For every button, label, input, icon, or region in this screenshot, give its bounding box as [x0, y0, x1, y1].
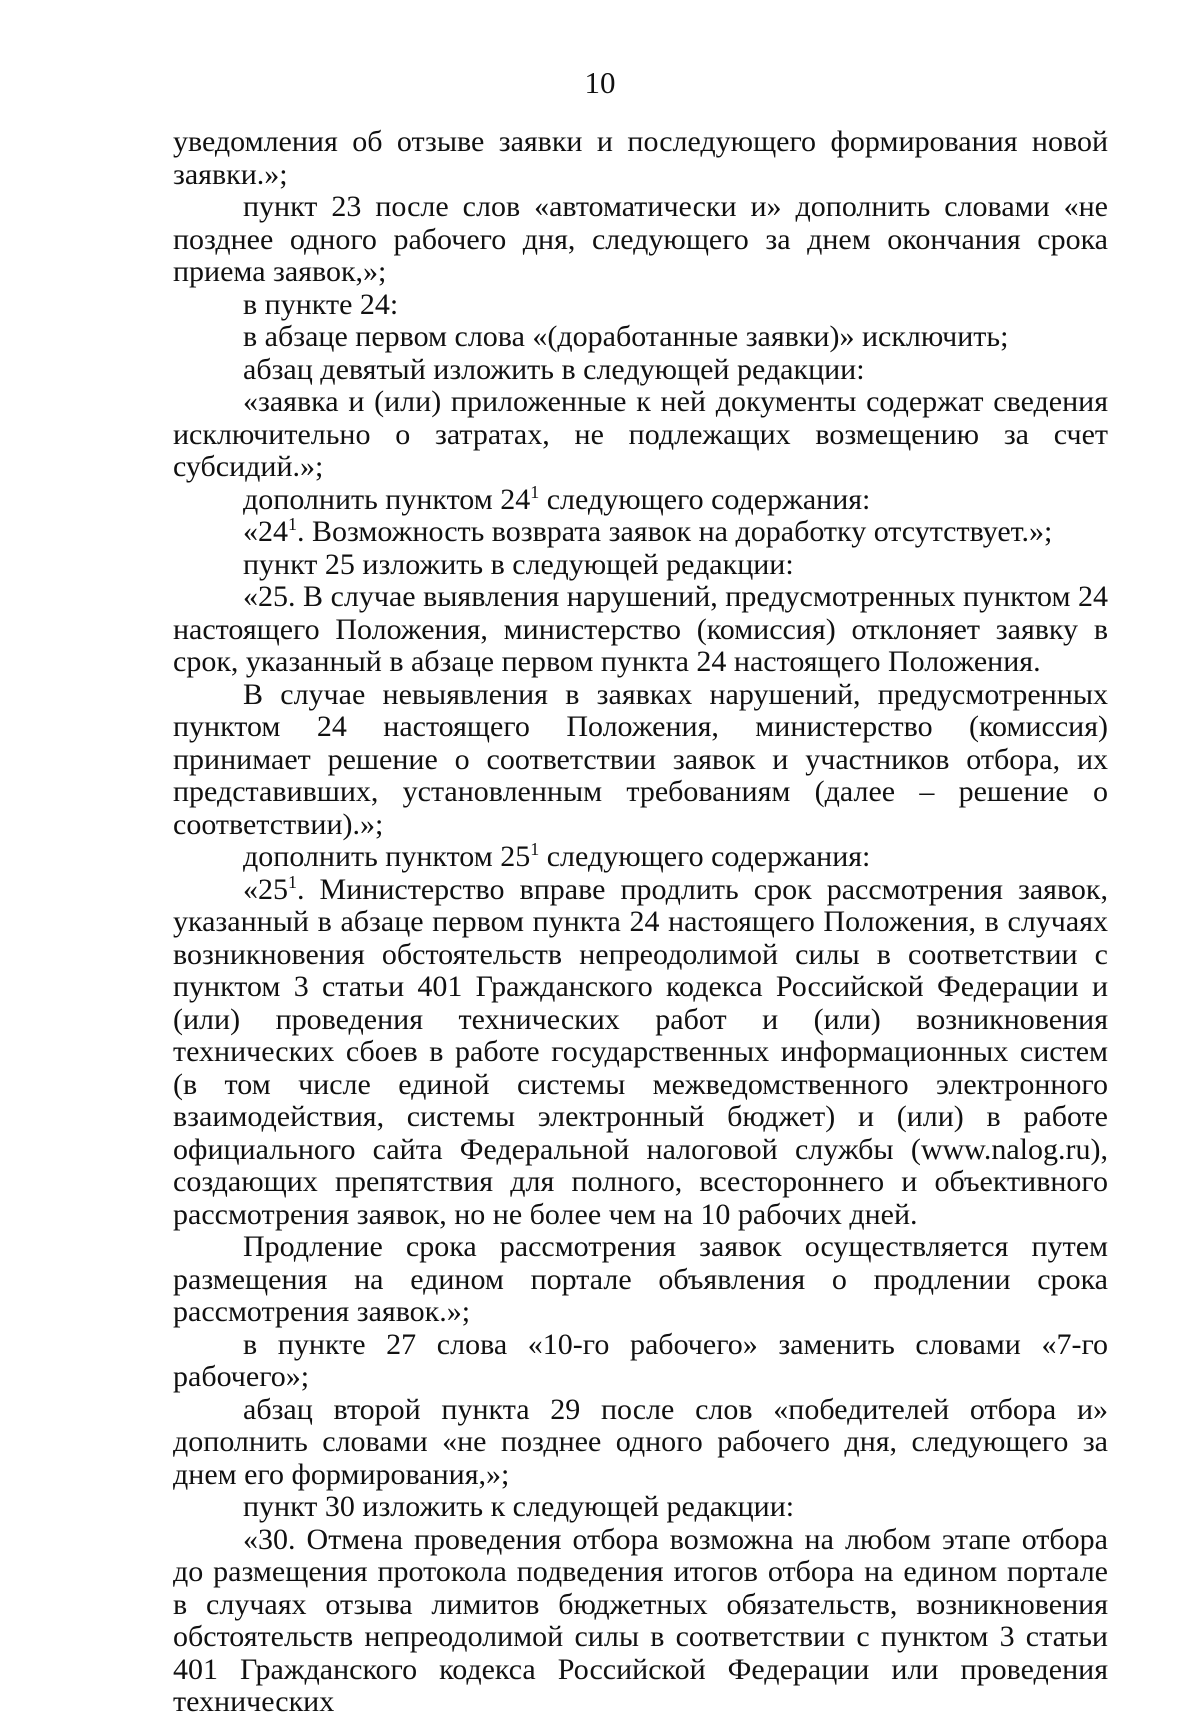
paragraph-12-text-before: дополнить пунктом 25: [243, 840, 531, 873]
paragraph-1: уведомления об отзыве заявки и последующего формирования новой заявки.»;: [173, 125, 1108, 191]
paragraph-12: [173, 841, 1108, 874]
paragraph-6: «заявка и (или) приложенные к ней документы содержат сведения исключительно о затратах, не подлежащих возмещению за счет субсидий.»;: [173, 385, 1108, 483]
paragraph-11: В случае невыявления в заявках нарушений, предусмотренных пунктом 24 настоящего Положения, министерство (комиссия) принимает решение о соответствии заявок и участников отбора, их представивших, установленным требованиям (далее – решение о соответствии).»;: [173, 677, 1108, 841]
paragraph-16: абзац второй пункта 29 после слов «победителей отбора и» дополнить словами «не позднее одного рабочего дня, следующего за днем его формирования,»;: [173, 1392, 1108, 1491]
paragraph-7-superscript: 1: [530, 481, 540, 502]
paragraph-10: «25. В случае выявления нарушений, предусмотренных пунктом 24 настоящего Положения, министерство (комиссия) отклоняет заявку в срок, указанный в абзаце первом пункта 24 настоящего Положения.: [173, 580, 1108, 678]
paragraph-7-text-before: дополнить пунктом 24: [243, 482, 531, 516]
paragraph-12-text-after: следующего содержания:: [539, 840, 871, 873]
paragraph-8-text-after: . Возможность возврата заявок на доработку отсутствует.»;: [297, 515, 1053, 548]
paragraph-7-text-after: следующего содержания:: [539, 482, 871, 516]
paragraph-4: в абзаце первом слова «(доработанные заявки)» исключить;: [243, 320, 1009, 353]
paragraph-13-text-before: «25: [243, 872, 288, 906]
page-number: 10: [584, 65, 616, 100]
paragraph-13: [173, 871, 1108, 1232]
paragraph-12-superscript: 1: [530, 839, 540, 859]
paragraph-17: пункт 30 изложить к следующей редакции:: [243, 1490, 795, 1523]
paragraph-8-text-before: «24: [243, 515, 288, 548]
document-body: [173, 126, 1108, 1719]
paragraph-9: пункт 25 изложить в следующей редакции:: [243, 547, 794, 581]
paragraph-15: в пункте 27 слова «10-го рабочего» заменить словами «7-го рабочего»;: [173, 1327, 1108, 1393]
paragraph-7: [173, 481, 1108, 517]
paragraph-8-superscript: 1: [288, 514, 297, 534]
paragraph-3: в пункте 24:: [243, 287, 399, 321]
paragraph-18: «30. Отмена проведения отбора возможна на любом этапе отбора до размещения протокола подведения итогов отбора на едином портале в случаях отзыва лимитов бюджетных обязательств, возникновения обстоятельств непреодолимой силы в соответствии с пунктом 3 статьи 401 Гражданского кодекса Российской Федерации или проведения технических: [173, 1522, 1108, 1718]
paragraph-8: [173, 516, 1108, 549]
paragraph-13-text-after: . Министерство вправе продлить срок рассмотрения заявок, указанный в абзаце первом пункта 24 настоящего Положения, в случаях возникновения обстоятельств непреодолимой силы в соответствии с пунктом 3 статьи 401 Гражданского кодекса Российской Федерации и (или) проведения технических работ и (или) возникновения технических сбоев в работе государственных информационных систем (в том числе единой системы межведомственного электронного взаимодействия, системы электронный бюджет) и (или) в работе официального сайта Федеральной налоговой службы (www.nalog.ru), создающих препятствия для полного, всестороннего и объективного рассмотрения заявок, но не более чем на 10 рабочих дней.: [173, 872, 1108, 1231]
paragraph-2: пункт 23 после слов «автоматически и» дополнить словами «не позднее одного рабочего дня, следующего за днем окончания срока приема заявок,»;: [173, 190, 1108, 288]
paragraph-14: Продление срока рассмотрения заявок осуществляется путем размещения на едином портале объявления о продлении срока рассмотрения заявок.»;: [173, 1230, 1108, 1328]
paragraph-5: абзац девятый изложить в следующей редакции:: [243, 352, 865, 386]
paragraph-13-superscript: 1: [288, 871, 297, 892]
